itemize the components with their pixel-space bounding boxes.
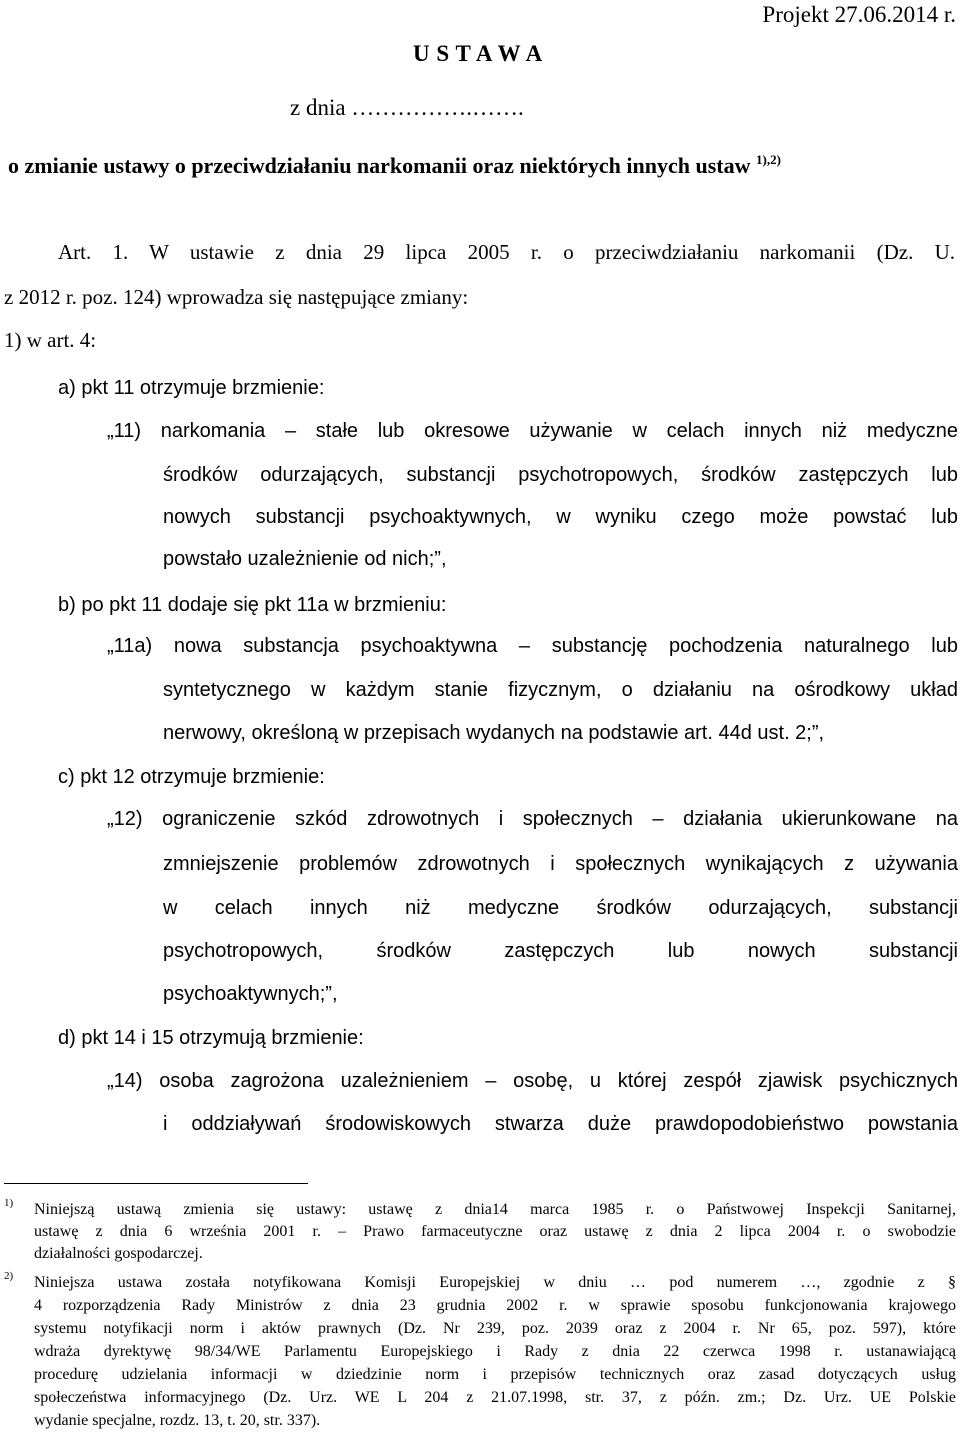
subpoint-a-quote-line-3: nowych substancji psychoaktywnych, w wyniku czego może powstać lub bbox=[163, 506, 958, 528]
subpoint-a-quote-line-2: środków odurzających, substancji psychotropowych, środków zastępczych lub bbox=[163, 464, 958, 486]
footnote-1-line-3: działalności gospodarczej. bbox=[34, 1245, 203, 1262]
subpoint-c-quote-line-3: w celach innych niż medyczne środków odurzających, substancji bbox=[163, 897, 958, 919]
footnote-2-line-5: procedurę udzielania informacji w dziedzinie norm i przepisów technicznych oraz zasad dotyczących usług bbox=[34, 1366, 956, 1383]
footnote-2-line-2: 4 rozporządzenia Rady Ministrów z dnia 23 grudnia 2002 r. w sprawie sposobu funkcjonowania krajowego bbox=[34, 1297, 956, 1314]
footnote-1-line-2: ustawę z dnia 6 września 2001 r. – Prawo farmaceutyczne oraz ustawę z dnia 2 lipca 2004 r. o swobodzie bbox=[34, 1223, 956, 1240]
footnote-2-mark: 2) bbox=[4, 1270, 14, 1282]
footnote-2-line-3: systemu notyfikacji norm i aktów prawnych (Dz. Nr 239, poz. 2039 oraz z 2004 r. Nr 65, poz. 597), które bbox=[34, 1320, 956, 1337]
subpoint-d-quote-line-2: i oddziaływań środowiskowych stwarza duże prawdopodobieństwo powstania bbox=[163, 1113, 958, 1135]
footnote-1-mark: 1) bbox=[4, 1197, 14, 1209]
act-heading: U S T A W A bbox=[413, 41, 543, 66]
footnote-separator bbox=[4, 1183, 308, 1184]
act-title-text: o zmianie ustawy o przeciwdziałaniu narkomanii oraz niektórych innych ustaw bbox=[8, 153, 751, 178]
draft-date: Projekt 27.06.2014 r. bbox=[762, 2, 956, 27]
subpoint-b-quote-line-3: nerwowy, określoną w przepisach wydanych na podstawie art. 44d ust. 2;”, bbox=[163, 722, 825, 744]
subpoint-a: a) pkt 11 otrzymuje brzmienie: bbox=[58, 377, 325, 399]
subpoint-c-quote-line-4: psychotropowych, środków zastępczych lub nowych substancji bbox=[163, 940, 958, 962]
subpoint-c-quote-line-5: psychoaktywnych;”, bbox=[163, 983, 338, 1005]
footnote-1-line-1: Niniejszą ustawą zmienia się ustawy: ustawę z dnia14 marca 1985 r. o Państwowej Inspekcji Sanitarnej, bbox=[34, 1201, 956, 1218]
art1-line-1: Art. 1. W ustawie z dnia 29 lipca 2005 r. o przeciwdziałaniu narkomanii (Dz. U. bbox=[58, 240, 955, 264]
point-1: 1) w art. 4: bbox=[4, 328, 97, 352]
act-date: z dnia …………….……. bbox=[290, 95, 524, 120]
subpoint-c-quote-line-2: zmniejszenie problemów zdrowotnych i społecznych wynikających z używania bbox=[163, 853, 958, 875]
subpoint-c-quote-line-1: „12) ograniczenie szkód zdrowotnych i społecznych – działania ukierunkowane na bbox=[107, 808, 958, 830]
footnote-2-line-1: Niniejsza ustawa została notyfikowana Komisji Europejskiej w dniu … pod numerem …, zgodnie z § bbox=[34, 1274, 956, 1291]
art1-line-2: z 2012 r. poz. 124) wprowadza się następujące zmiany: bbox=[4, 285, 469, 309]
subpoint-a-quote-line-4: powstało uzależnienie od nich;”, bbox=[163, 548, 447, 570]
subpoint-b-quote-line-1: „11a) nowa substancja psychoaktywna – substancję pochodzenia naturalnego lub bbox=[107, 635, 958, 657]
act-title bbox=[8, 152, 781, 179]
act-title-footnote-refs: 1),2) bbox=[756, 152, 781, 167]
subpoint-b-quote-line-2: syntetycznego w każdym stanie fizycznym, o działaniu na ośrodkowy układ bbox=[163, 679, 958, 701]
footnote-2-line-7: wydanie specjalne, rozdz. 13, t. 20, str. 337). bbox=[34, 1412, 321, 1429]
footnote-2-line-6: społeczeństwa informacyjnego (Dz. Urz. WE L 204 z 21.07.1998, str. 37, z późn. zm.; Dz. Urz. UE Polskie bbox=[34, 1389, 956, 1406]
subpoint-c: c) pkt 12 otrzymuje brzmienie: bbox=[58, 766, 325, 788]
subpoint-d: d) pkt 14 i 15 otrzymują brzmienie: bbox=[58, 1027, 364, 1049]
subpoint-b: b) po pkt 11 dodaje się pkt 11a w brzmieniu: bbox=[58, 594, 447, 616]
subpoint-d-quote-line-1: „14) osoba zagrożona uzależnieniem – osobę, u której zespół zjawisk psychicznych bbox=[107, 1070, 958, 1092]
subpoint-a-quote-line-1: „11) narkomania – stałe lub okresowe używanie w celach innych niż medyczne bbox=[107, 420, 958, 442]
footnote-2-line-4: wdraża dyrektywę 98/34/WE Parlamentu Europejskiego i Rady z dnia 22 czerwca 1998 r. ustanawiającą bbox=[34, 1343, 956, 1360]
